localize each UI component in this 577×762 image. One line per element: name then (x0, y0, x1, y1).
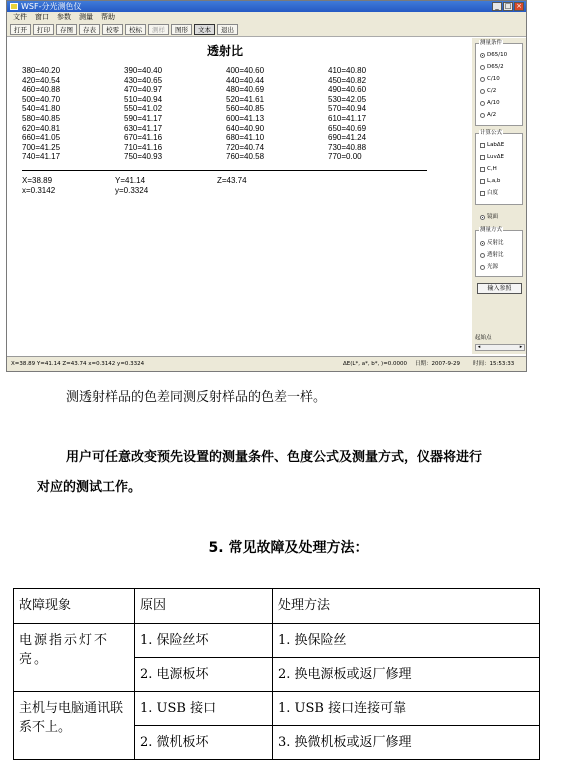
start-point-label: 起始点 (475, 335, 492, 341)
reading-value: 420=40.54 (22, 75, 61, 85)
scroll-right-icon[interactable]: ▸ (519, 344, 523, 350)
reading-value: 460=40.88 (22, 85, 61, 95)
tristimulus-y: Y=41.14 (115, 176, 146, 185)
reading-value: 620=40.81 (22, 123, 61, 133)
symptom-cell: 电源指示灯不亮。 (14, 624, 135, 692)
reading-value: 760=40.58 (226, 152, 265, 162)
reading-value: 670=41.16 (124, 133, 163, 143)
radio-icon (480, 89, 485, 94)
reading-value: 440=40.44 (226, 75, 265, 85)
toolbar-zero-cal-button[interactable]: 校零 (102, 24, 123, 35)
radio-icon (480, 241, 485, 246)
report-title: 透射比 (206, 44, 243, 58)
method-transmit[interactable]: 透射比 (480, 252, 504, 258)
radio-icon (480, 65, 485, 70)
reading-value: 480=40.69 (226, 85, 265, 95)
reading-value: 580=40.85 (22, 113, 61, 123)
minimize-button[interactable]: _ (492, 2, 502, 11)
formula-lab-values[interactable]: L,a,b (480, 178, 500, 184)
reading-value: 590=41.17 (124, 113, 163, 123)
reading-value: 640=40.90 (226, 123, 265, 133)
tristimulus-z: Z=43.74 (217, 176, 247, 185)
formula-ch[interactable]: C,H (480, 166, 497, 172)
input-reference-button[interactable]: 输入参照 (477, 283, 522, 294)
checkbox-icon (480, 179, 485, 184)
fix-cell: 1. 换保险丝 (273, 624, 540, 658)
paragraph-settings-line2: 对应的测试工作。 (37, 480, 142, 495)
reading-value: 490=40.60 (328, 85, 367, 95)
radio-icon (480, 265, 485, 270)
reading-value: 750=40.93 (124, 152, 163, 162)
condition-c-10[interactable]: C/10 (480, 76, 500, 82)
toolbar-graph-button[interactable]: 图形 (171, 24, 192, 35)
checkbox-icon (480, 191, 485, 196)
condition-c-2[interactable]: C/2 (480, 88, 496, 94)
reading-value: 740=41.17 (22, 152, 61, 162)
toolbar-exit-button[interactable]: 退出 (217, 24, 238, 35)
section-title: 5. 常见故障及处理方法： (208, 540, 369, 556)
fault-table (13, 588, 540, 760)
formula-whiteness[interactable]: 白度 (480, 190, 498, 196)
formula-lab[interactable]: LabΔE (480, 142, 504, 148)
reading-value: 690=41.24 (328, 133, 367, 143)
title-bar (7, 1, 526, 12)
checkbox-icon (480, 167, 485, 172)
formula-title: 计算公式 (480, 130, 503, 136)
status-time: 时间：15:53:33 (473, 361, 515, 367)
menu-params[interactable]: 参数 (57, 13, 71, 21)
toolbar (7, 23, 526, 37)
measure-condition-title: 测量条件 (480, 40, 503, 46)
reading-value: 680=41.10 (226, 133, 265, 143)
condition-d65-2[interactable]: D65/2 (480, 64, 504, 70)
toolbar-std-cal-button[interactable]: 校标 (125, 24, 146, 35)
radio-icon (480, 101, 485, 106)
app-icon (10, 3, 18, 10)
reading-value: 500=40.70 (22, 94, 61, 104)
menu-window[interactable]: 窗口 (35, 13, 49, 21)
toolbar-measure-button[interactable]: 测样 (148, 24, 169, 35)
tristimulus-x: X=38.89 (22, 176, 53, 185)
reading-value: 600=41.13 (226, 113, 265, 123)
menu-measure[interactable]: 测量 (79, 13, 93, 21)
reading-value: 650=40.69 (328, 123, 367, 133)
reading-value: 530=42.05 (328, 94, 367, 104)
report-divider (22, 170, 427, 171)
paragraph-transmission-note: 测透射样品的色差同测反射样品的色差一样。 (66, 390, 327, 405)
chromaticity-x: x=0.3142 (22, 186, 56, 195)
reading-value: 550=41.02 (124, 104, 163, 114)
reading-value: 510=40.94 (124, 94, 163, 104)
reading-value: 770=0.00 (328, 152, 362, 162)
reading-value: 390=40.40 (124, 66, 163, 75)
table-row (14, 624, 540, 658)
start-point-scrollbar[interactable] (475, 344, 525, 351)
radio-icon (480, 215, 485, 220)
reading-value: 660=41.05 (22, 133, 61, 143)
reading-value: 450=40.82 (328, 75, 367, 85)
reading-value: 430=40.65 (124, 75, 163, 85)
settings-panel (472, 38, 527, 354)
fix-cell: 2. 换电源板或返厂修理 (273, 658, 540, 692)
method-group (475, 227, 523, 277)
radio-icon (480, 53, 485, 58)
radio-icon (480, 253, 485, 258)
mirror-option[interactable]: 镜面 (480, 214, 498, 220)
symptom-cell: 主机与电脑通讯联系不上。 (14, 692, 135, 760)
menu-file[interactable]: 文件 (13, 13, 27, 21)
cause-cell: 1. 保险丝坏 (135, 624, 273, 658)
cause-cell: 1. USB 接口 (135, 692, 273, 726)
toolbar-print-button[interactable]: 打印 (33, 24, 54, 35)
reading-value: 540=41.80 (22, 104, 61, 114)
radio-icon (480, 77, 485, 82)
formula-luv[interactable]: LuvΔE (480, 154, 504, 160)
chromaticity-y: y=0.3324 (115, 186, 149, 195)
status-date: 日期：2007-9-29 (415, 361, 460, 367)
cause-cell: 2. 微机板坏 (135, 726, 273, 760)
paragraph-settings-line1: 用户可任意改变预先设置的测量条件、色度公式及测量方式，仪器将进行 (66, 450, 483, 465)
reading-value: 610=41.17 (328, 113, 367, 123)
status-delta-e: ΔE(L*, a*, b*, )=0.0000 (343, 361, 408, 367)
reading-value: 380=40.20 (22, 66, 61, 75)
header-symptom: 故障现象 (14, 589, 135, 624)
reading-value: 630=41.17 (124, 123, 163, 133)
status-xyz: X=38.89 Y=41.14 Z=43.74 x=0.3142 y=0.3324 (11, 361, 145, 367)
radio-icon (480, 113, 485, 118)
reading-value: 400=40.60 (226, 66, 265, 75)
toolbar-text-button[interactable]: 文本 (194, 24, 215, 35)
measure-condition-group (475, 40, 523, 126)
reading-value: 570=40.94 (328, 104, 367, 114)
reading-value: 470=40.97 (124, 85, 163, 95)
header-cause: 原因 (135, 589, 273, 624)
method-title: 测量方式 (480, 227, 503, 233)
reading-value: 720=40.74 (226, 142, 265, 152)
window-title: WSF-分光测色仪 (21, 2, 82, 11)
toolbar-save-image-button[interactable]: 存图 (56, 24, 77, 35)
fix-cell: 1. USB 接口连接可靠 (273, 692, 540, 726)
condition-d65-10[interactable]: D65/10 (480, 52, 507, 58)
menu-bar (7, 12, 526, 23)
toolbar-save-table-button[interactable]: 存表 (79, 24, 100, 35)
condition-a-2[interactable]: A/2 (480, 112, 496, 118)
maximize-button[interactable]: □ (504, 2, 512, 10)
reading-value: 700=41.25 (22, 142, 61, 152)
checkbox-icon (480, 155, 485, 160)
reading-value: 520=41.61 (226, 94, 265, 104)
close-button[interactable]: × (514, 2, 524, 11)
reading-value: 730=40.88 (328, 142, 367, 152)
menu-help[interactable]: 帮助 (101, 13, 115, 21)
table-header-row (14, 589, 540, 624)
condition-a-10[interactable]: A/10 (480, 100, 500, 106)
reading-value: 560=40.85 (226, 104, 265, 114)
checkbox-icon (480, 143, 485, 148)
method-reflect[interactable]: 反射比 (480, 240, 504, 246)
toolbar-open-button[interactable]: 打开 (10, 24, 31, 35)
reading-value: 710=41.16 (124, 142, 163, 152)
method-light[interactable]: 光源 (480, 264, 498, 270)
formula-group (475, 130, 523, 205)
app-screenshot (6, 0, 527, 372)
table-row (14, 692, 540, 726)
header-fix: 处理方法 (273, 589, 540, 624)
cause-cell: 2. 电源板坏 (135, 658, 273, 692)
status-bar (7, 356, 526, 372)
scroll-left-icon[interactable]: ◂ (477, 344, 481, 350)
readings-grid (22, 66, 442, 162)
reading-value: 410=40.80 (328, 66, 367, 75)
report-panel (10, 38, 470, 354)
fix-cell: 3. 换微机板或返厂修理 (273, 726, 540, 760)
